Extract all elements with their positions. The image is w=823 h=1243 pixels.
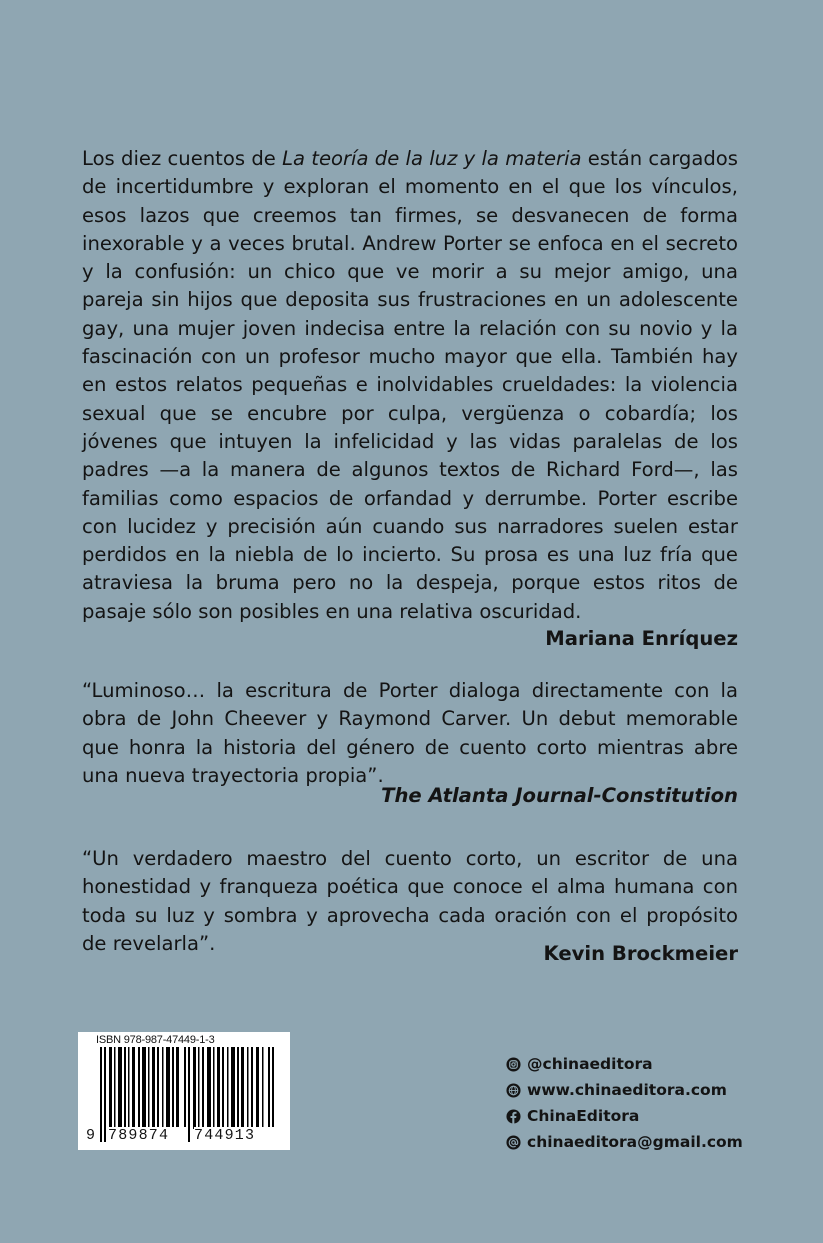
isbn-label: ISBN 978-987-47449-1-3 [96,1034,215,1046]
blurb-intro: Los diez cuentos de [82,147,283,170]
facebook-icon [506,1109,521,1124]
isbn-barcode [78,1032,290,1150]
quote-2-text: “Un verdadero maestro del cuento corto, un escritor de una honestidad y franqueza poética que conoce el alma humana con toda su luz y sombra y aprovecha cada oración con el propósito de revelarla”. [82,847,738,955]
blurb-body: están cargados de incertidumbre y exploran el momento en el que los vínculos, esos lazos que creemos tan firmes, se desvanecen de forma inexorable y a veces brutal. Andrew Porter se enfoca en el secreto y la confusión: un chico que ve morir a su mejor amigo, una pareja sin hijos que deposita sus frustraciones en un adolescente gay, una mujer joven indecisa entre la relación con su novio y la fascinación con un profesor mucho mayor que ella. También hay en estos relatos pequeñas e inolvidables crueldades: la violencia sexual que se encubre por culpa, vergüenza o cobardía; los jóvenes que intuyen la infelicidad y las vidas paralelas de los padres —a la manera de algunos textos de Richard Ford—, las familias como espacios de orfandad y derrumbe. Porter escribe con lucidez y precisión aún cuando sus narradores suelen estar perdidos en la niebla de lo incierto. Su prosa es una luz fría que atraviesa la bruma pero no la despeja, porque estos ritos de pasaje sólo son posibles en una relativa oscuridad. [82,147,738,623]
quote-1-text: “Luminoso… la escritura de Porter dialoga directamente con la obra de John Cheever y Raymond Carver. Un debut memorable que honra la historia del género de cuento corto mientras abre una nueva trayectoria propia”. [82,679,738,787]
book-title: La teoría de la luz y la materia [282,147,582,170]
contact-website-text: www.chinaeditora.com [527,1081,727,1099]
contact-facebook-text: ChinaEditora [527,1107,640,1125]
quote-2-source: Kevin Brockmeier [543,942,738,965]
contact-list [506,1051,743,1155]
quote-1-source: The Atlanta Journal-Constitution [381,784,738,807]
contact-website[interactable] [506,1077,743,1103]
at-sign-icon [506,1135,521,1150]
instagram-icon [506,1057,521,1072]
contact-instagram[interactable] [506,1051,743,1077]
contact-email[interactable] [506,1129,743,1155]
ean-right-digits: 744913 [194,1127,274,1144]
contact-instagram-text: @chinaeditora [527,1055,653,1073]
globe-icon [506,1083,521,1098]
book-blurb [82,145,738,626]
contact-email-text: chinaeditora@gmail.com [527,1133,743,1151]
ean-left-digits: 789874 [108,1127,188,1144]
ean-first-digit: 9 [86,1127,96,1144]
blurb-author: Mariana Enríquez [545,627,738,650]
contact-facebook[interactable] [506,1103,743,1129]
